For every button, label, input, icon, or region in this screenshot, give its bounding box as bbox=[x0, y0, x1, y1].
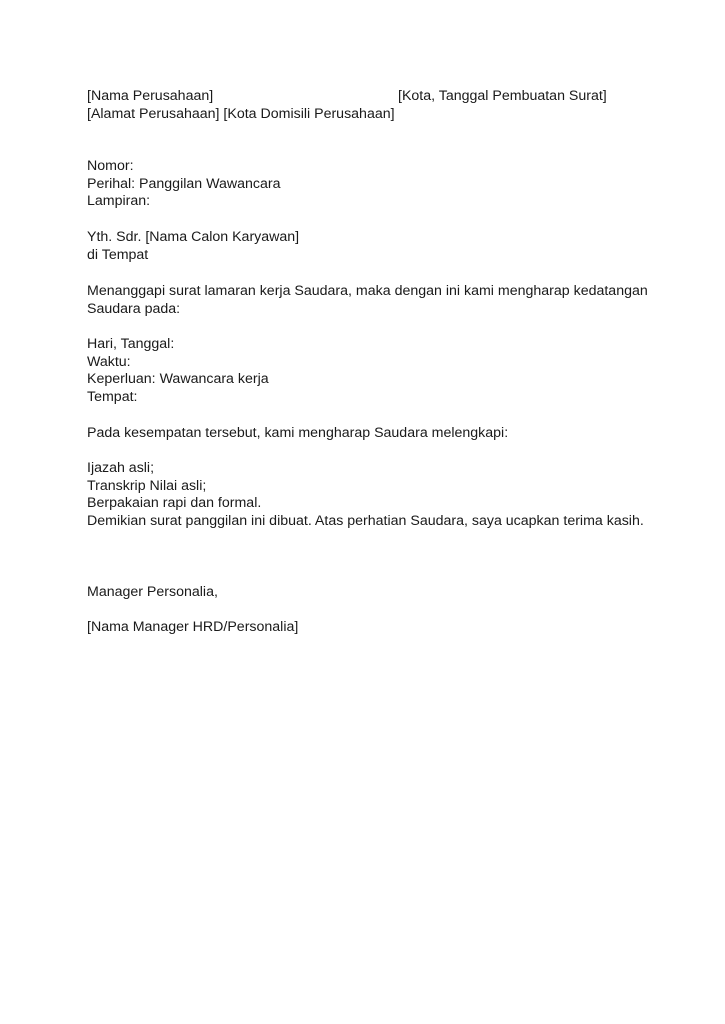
detail-date: Hari, Tanggal: bbox=[87, 336, 175, 352]
requirement-item: Transkrip Nilai asli; bbox=[87, 478, 207, 494]
recipient-location: di Tempat bbox=[87, 247, 149, 263]
detail-time: Waktu: bbox=[87, 354, 131, 370]
closing-paragraph: Demikian surat panggilan ini dibuat. Atas perhatian Saudara, saya ucapkan terima kasih. bbox=[87, 513, 644, 529]
detail-place: Tempat: bbox=[87, 389, 138, 405]
place-date: [Kota, Tanggal Pembuatan Surat] bbox=[398, 88, 607, 104]
recipient-name: Yth. Sdr. [Nama Calon Karyawan] bbox=[87, 229, 300, 245]
letter-attachment: Lampiran: bbox=[87, 193, 151, 209]
signature-name: [Nama Manager HRD/Personalia] bbox=[87, 619, 299, 635]
company-address: [Alamat Perusahaan] [Kota Domisili Perusahaan] bbox=[87, 106, 395, 122]
company-name: [Nama Perusahaan] bbox=[87, 88, 214, 104]
signature-title: Manager Personalia, bbox=[87, 584, 218, 600]
requirement-item: Berpakaian rapi dan formal. bbox=[87, 495, 262, 511]
detail-purpose: Keperluan: Wawancara kerja bbox=[87, 371, 269, 387]
requirement-item: Ijazah asli; bbox=[87, 460, 155, 476]
letter-subject: Perihal: Panggilan Wawancara bbox=[87, 176, 281, 192]
intro-paragraph-line-2: Saudara pada: bbox=[87, 301, 181, 317]
letter-number: Nomor: bbox=[87, 158, 134, 174]
intro-paragraph-line-1: Menanggapi surat lamaran kerja Saudara, maka dengan ini kami mengharap kedatangan bbox=[87, 283, 648, 299]
requirements-intro: Pada kesempatan tersebut, kami mengharap Saudara melengkapi: bbox=[87, 425, 509, 441]
